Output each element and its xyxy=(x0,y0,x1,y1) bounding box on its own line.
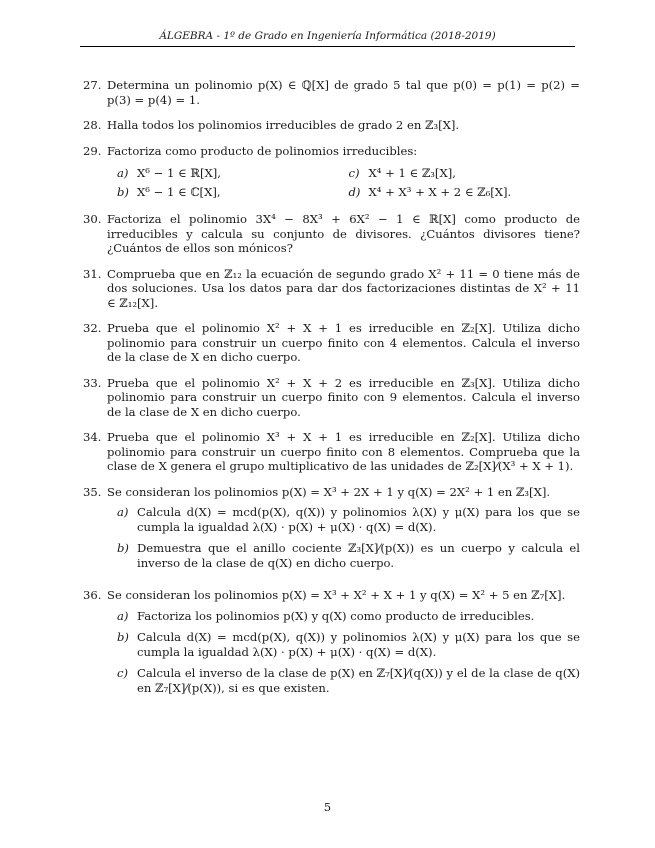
exercise-text: Se consideran los polinomios p(X) = X³ + X² + X + 1 y q(X) = X² + 5 en ℤ₇[X]. xyxy=(107,588,566,602)
exercise-number: 33. xyxy=(83,375,102,390)
exercise-31 xyxy=(83,267,580,311)
subitem-label: b) xyxy=(117,541,129,555)
subitem xyxy=(117,666,580,695)
subitem-text: Calcula el inverso de la clase de p(X) en ℤ₇[X]⁄(q(X)) y el de la clase de q(X) en ℤ₇[X]⁄(p(X)), si es que existen. xyxy=(137,666,580,695)
subitem xyxy=(349,185,581,200)
exercise-text: Determina un polinomio p(X) ∈ ℚ[X] de grado 5 tal que p(0) = p(1) = p(2) = p(3) = p(4) = 1. xyxy=(107,78,580,107)
subitem-label: c) xyxy=(117,666,129,680)
exercise-34 xyxy=(83,430,580,474)
subitem-text: Demuestra que el anillo cociente ℤ₃[X]⁄(p(X)) es un cuerpo y calcula el inverso de la clase de q(X) en dicho cuerpo. xyxy=(137,541,580,570)
exercise-number: 32. xyxy=(83,321,102,335)
exercise-number: 28. xyxy=(83,118,102,132)
subitem-label: b) xyxy=(117,184,129,199)
exercise-35 xyxy=(83,485,580,578)
exercise-text: Prueba que el polinomio X² + X + 2 es irreducible en ℤ₃[X]. Utiliza dicho polinomio para construir un cuerpo finito con 9 elementos. Calcula el inverso de la clase de X en dicho cuerpo. xyxy=(107,375,580,419)
subitem-label: a) xyxy=(117,166,129,180)
exercise-number: 35. xyxy=(83,484,102,499)
exercise-number: 34. xyxy=(83,430,102,444)
exercise-text: Factoriza el polinomio 3X⁴ − 8X³ + 6X² − 1 ∈ ℝ[X] como producto de irreducibles y calcula su conjunto de divisores. ¿Cuántos divisores tiene? ¿Cuántos de ellos son mónicos? xyxy=(107,212,580,255)
subitem-label: c) xyxy=(348,166,360,180)
exercise-number: 36. xyxy=(83,588,102,602)
subitem-label: a) xyxy=(117,608,129,623)
subitem-label: d) xyxy=(348,184,361,199)
subitem-list xyxy=(117,505,580,570)
exercise-27 xyxy=(83,78,580,107)
exercise-29 xyxy=(83,144,580,202)
page-header: ÁLGEBRA - 1º de Grado en Ingeniería Informática (2018-2019) xyxy=(80,30,575,47)
subitem xyxy=(117,185,349,200)
exercise-28 xyxy=(83,118,580,133)
exercise-number: 30. xyxy=(83,212,102,226)
subitem-text: Factoriza los polinomios p(X) y q(X) como producto de irreducibles. xyxy=(137,608,535,623)
subitem-text: X⁴ + 1 ∈ ℤ₃[X], xyxy=(368,166,456,180)
subitem xyxy=(117,630,580,659)
exercise-text: Factoriza como producto de polinomios irreducibles: xyxy=(107,143,418,158)
exercise-text: Halla todos los polinomios irreducibles de grado 2 en ℤ₃[X]. xyxy=(107,118,460,132)
subitem-label: b) xyxy=(117,630,129,644)
exercise-number: 27. xyxy=(83,78,102,92)
subitem xyxy=(117,609,580,624)
subitem xyxy=(117,166,349,181)
subitem-grid xyxy=(117,166,580,199)
exercise-text: Comprueba que en ℤ₁₂ la ecuación de segundo grado X² + 11 = 0 tiene más de dos soluciones. Usa los datos para dar dos factorizaciones distintas de X² + 11 ∈ ℤ₁₂[X]. xyxy=(107,266,580,310)
exercise-text: Prueba que el polinomio X² + X + 1 es irreducible en ℤ₂[X]. Utiliza dicho polinomio para construir un cuerpo finito con 4 elementos. Calcula el inverso de la clase de X en dicho cuerpo. xyxy=(107,321,580,364)
subitem-text: X⁴ + X³ + X + 2 ∈ ℤ₆[X]. xyxy=(368,184,512,199)
exercise-36 xyxy=(83,588,580,702)
exercise-number: 31. xyxy=(83,266,102,281)
subitem-text: X⁶ − 1 ∈ ℂ[X], xyxy=(137,184,221,199)
exercise-number: 29. xyxy=(83,143,102,158)
subitem xyxy=(117,541,580,570)
subitem-text: Calcula d(X) = mcd(p(X), q(X)) y polinomios λ(X) y μ(X) para los que se cumpla la igualdad λ(X) · p(X) + μ(X) · q(X) = d(X). xyxy=(137,505,580,534)
exercise-30 xyxy=(83,212,580,256)
subitem-label: a) xyxy=(117,505,129,519)
subitem xyxy=(349,166,581,181)
exercise-text: Se consideran los polinomios p(X) = X³ + 2X + 1 y q(X) = 2X² + 1 en ℤ₃[X]. xyxy=(107,484,551,499)
subitem-text: Calcula d(X) = mcd(p(X), q(X)) y polinomios λ(X) y μ(X) para los que se cumpla la igualdad λ(X) · p(X) + μ(X) · q(X) = d(X). xyxy=(137,630,580,659)
exercise-33 xyxy=(83,376,580,420)
subitem xyxy=(117,505,580,534)
subitem-text: X⁶ − 1 ∈ ℝ[X], xyxy=(137,166,221,180)
page-number: 5 xyxy=(323,800,332,814)
exercise-list xyxy=(83,78,580,713)
exercise-text: Prueba que el polinomio X³ + X + 1 es irreducible en ℤ₂[X]. Utiliza dicho polinomio para construir un cuerpo finito con 8 elementos. Comprueba que la clase de X genera el grupo multiplicativo de las unidades de ℤ₂[X]⁄(X³ + X + 1). xyxy=(107,430,580,473)
exercise-32 xyxy=(83,321,580,365)
subitem-list xyxy=(117,609,580,696)
